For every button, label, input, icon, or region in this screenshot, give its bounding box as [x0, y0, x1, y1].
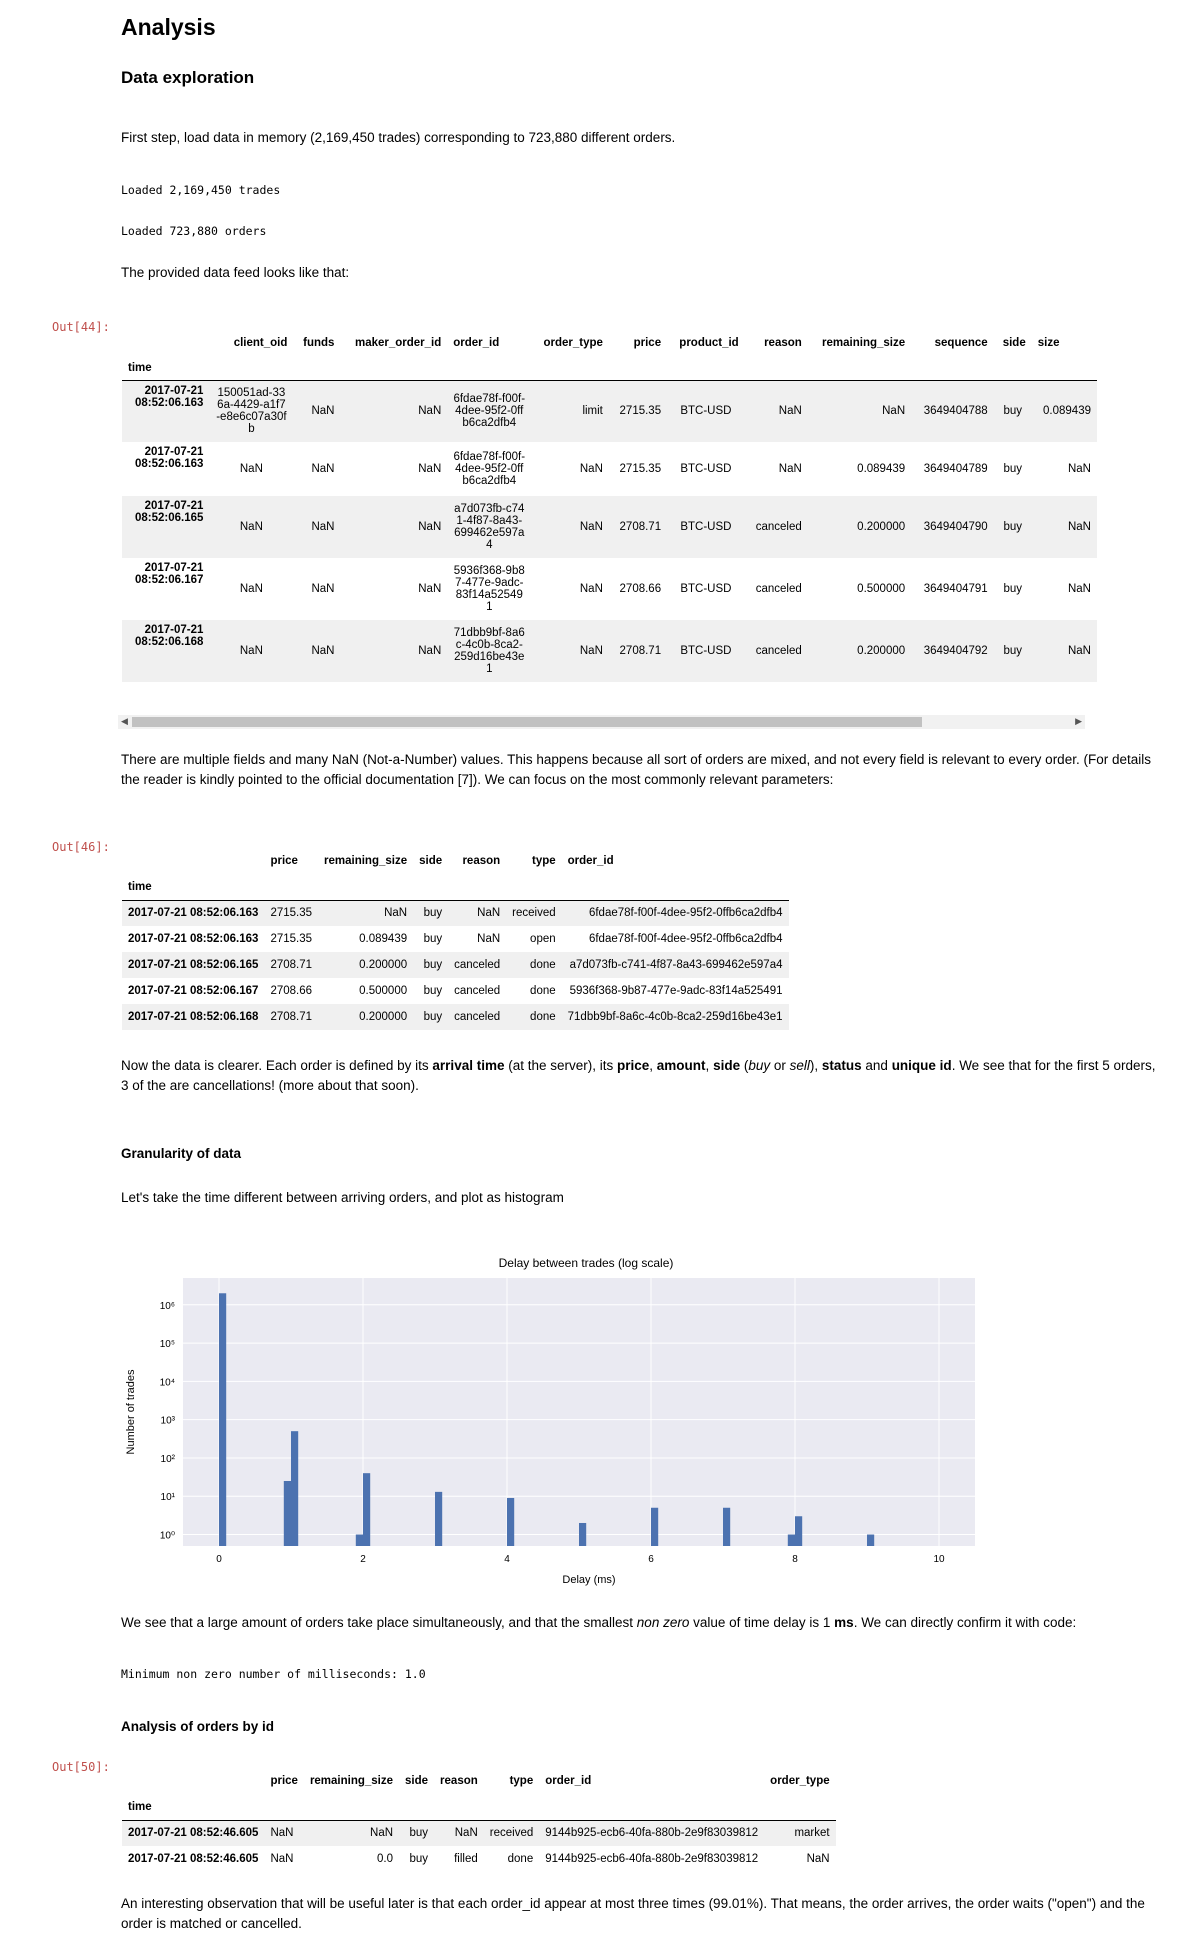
table-cell: NaN	[384, 907, 408, 920]
table-cell: 9144b925-ecb6-40fa-880b-2e9f83039812	[545, 1853, 759, 1865]
text-run: ,	[649, 1058, 657, 1073]
table-cell: BTC-USD	[680, 583, 732, 595]
column-header: funds	[303, 337, 335, 349]
row-index: 2017-07-21 08:52:06.168	[128, 1011, 259, 1023]
table-cell: buy	[423, 907, 443, 920]
table-cell: 0.200000	[857, 645, 906, 657]
order-id-paragraph: An interesting observation that will be useful later is that each order_id appear at most three times (99.01%). That means, the order arrives, the order waits ("open") and the order is matched or cancelled.	[121, 1896, 1145, 1931]
table-row	[122, 1820, 836, 1846]
table-cell: NaN	[239, 521, 263, 533]
text-run: price	[617, 1058, 650, 1073]
table-cell: 3649404792	[923, 645, 988, 657]
orders-by-id-heading: Analysis of orders by id	[121, 1719, 275, 1734]
column-header: size	[1037, 337, 1060, 349]
column-header: remaining_size	[822, 337, 906, 349]
table-cell: 3649404789	[923, 463, 988, 475]
text-run: Now the data is clearer. Each order is defined by its	[121, 1058, 433, 1073]
intro-paragraph: First step, load data in memory (2,169,450 trades) corresponding to 723,880 different orders.	[121, 130, 676, 145]
column-header: remaining_size	[324, 855, 408, 867]
text-run: . We can directly confirm it with code:	[853, 1615, 1077, 1630]
table-cell: done	[530, 1011, 556, 1023]
row-index	[122, 558, 209, 620]
table-cell: NaN	[311, 645, 335, 657]
x-tick-label: 6	[648, 1554, 654, 1565]
table-cell: 71dbb9bf-8a6c-4c0b-8ca2-259d16be43e1	[567, 1011, 783, 1023]
table-cell: 6fdae78f-f00f-4dee-95f2-0ffb6ca2dfb4	[453, 451, 526, 487]
column-header: reason	[462, 855, 501, 867]
horizontal-scrollbar[interactable]	[118, 715, 1085, 729]
column-header: client_oid	[233, 337, 288, 349]
column-header: reason	[764, 337, 802, 349]
y-tick-label: 10²	[160, 1453, 175, 1465]
table-cell: 2708.71	[619, 645, 662, 657]
column-header: order_type	[543, 337, 603, 349]
x-tick-label: 8	[792, 1554, 798, 1565]
histogram-bar	[723, 1508, 730, 1546]
text-run: We see that a large amount of orders take place simultaneously, and that the smallest	[121, 1615, 637, 1630]
table-cell: canceled	[454, 985, 501, 997]
index-date: 2017-07-21	[144, 384, 204, 397]
table-cell: NaN	[418, 463, 442, 475]
text-run: (	[740, 1058, 749, 1073]
table-cell: NaN	[579, 521, 603, 533]
table-cell: buy	[1003, 521, 1022, 533]
table-cell: buy	[1003, 463, 1022, 475]
table-cell: NaN	[418, 521, 442, 533]
table-cell: NaN	[579, 463, 603, 475]
histogram-intro-paragraph: Let's take the time different between arriving orders, and plot as histogram	[121, 1190, 564, 1205]
table-cell: 0.200000	[359, 959, 408, 971]
table-cell: NaN	[579, 645, 603, 657]
text-run: ,	[705, 1058, 714, 1073]
index-time: 08:52:06.163	[134, 396, 204, 409]
table-cell: 0.089439	[857, 463, 906, 475]
row-index: 2017-07-21 08:52:46.605	[128, 1827, 259, 1840]
table-cell: buy	[1003, 645, 1022, 657]
row-index: 2017-07-21 08:52:06.165	[128, 959, 259, 971]
row-index	[122, 496, 209, 558]
data-feed-paragraph: The provided data feed looks like that:	[121, 265, 350, 280]
text-run: amount	[656, 1058, 706, 1073]
table-cell: NaN	[311, 405, 335, 418]
loaded-orders-output: Loaded 723,880 orders	[121, 224, 267, 238]
table-cell: NaN	[239, 463, 263, 475]
table-cell: NaN	[270, 1853, 294, 1865]
table-cell: buy	[423, 1011, 443, 1023]
data-exploration-heading: Data exploration	[121, 68, 255, 87]
table-cell: buy	[409, 1827, 429, 1840]
x-tick-label: 4	[504, 1554, 510, 1565]
fields-paragraph: There are multiple fields and many NaN (Not-a-Number) values. This happens because all sort of orders are mixed, and not every field is relevant to every order. (For details the reader is kindly pointed to the official documentation [7]). We can focus on the most commonly relevant parameters:	[121, 752, 1151, 787]
column-header: type	[509, 1775, 534, 1787]
table-cell: 0.500000	[359, 985, 408, 997]
table-cell: NaN	[311, 463, 335, 475]
index-name: time	[128, 361, 152, 374]
out44-prompt: Out[44]:	[52, 320, 110, 334]
table-cell: NaN	[806, 1853, 830, 1865]
table-cell: 2708.66	[619, 583, 662, 595]
text-run: . We see that for the first 5 orders, 3 of the are cancellations! (more about that soon).	[121, 1058, 1156, 1093]
column-header: price	[270, 855, 298, 867]
table-cell: buy	[409, 1853, 429, 1865]
table-cell: 2708.71	[270, 959, 313, 971]
table-cell: 0.089439	[359, 933, 408, 945]
table-cell: NaN	[239, 583, 263, 595]
histogram-bar	[291, 1431, 298, 1546]
x-tick-label: 2	[360, 1554, 366, 1565]
table-cell: NaN	[311, 583, 335, 595]
table-cell: 0.0	[377, 1853, 394, 1865]
table-cell: NaN	[311, 521, 335, 533]
plot-area	[183, 1278, 975, 1546]
table-cell: NaN	[1067, 463, 1091, 475]
table-cell: 0.200000	[359, 1011, 408, 1023]
table-cell: 2715.35	[270, 907, 313, 920]
table-cell: NaN	[454, 1827, 478, 1840]
column-header: product_id	[679, 337, 739, 349]
scroll-left-icon[interactable]: ◀	[121, 716, 128, 726]
chart-title: Delay between trades (log scale)	[498, 1256, 674, 1270]
table-cell: NaN	[1067, 521, 1091, 533]
column-header: side	[1002, 337, 1026, 349]
column-header: type	[531, 855, 556, 867]
table-cell: 0.200000	[857, 521, 906, 533]
table-cell: BTC-USD	[680, 521, 732, 533]
histogram-bar	[219, 1293, 226, 1546]
histogram-bar	[356, 1535, 363, 1546]
table-cell: a7d073fb-c741-4f87-8a43-699462e597a4	[569, 959, 783, 971]
text-run: non zero	[636, 1615, 690, 1630]
table-row	[122, 442, 1097, 496]
table-cell: BTC-USD	[680, 405, 732, 418]
table-cell: 9144b925-ecb6-40fa-880b-2e9f83039812	[545, 1827, 759, 1840]
table-cell: 5936f368-9b87-477e-9adc-83f14a525491	[453, 565, 525, 613]
row-index: 2017-07-21 08:52:06.167	[128, 985, 259, 997]
column-header: side	[419, 855, 443, 867]
table-row	[122, 952, 789, 978]
table-cell: NaN	[239, 645, 263, 657]
column-header: order_id	[453, 337, 500, 349]
text-run: or	[770, 1058, 790, 1073]
loaded-trades-output: Loaded 2,169,450 trades	[121, 183, 281, 197]
column-header: order_id	[545, 1775, 592, 1787]
index-name: time	[128, 1800, 152, 1813]
table-cell: filled	[454, 1853, 478, 1865]
table-cell: limit	[582, 405, 603, 418]
index-date: 2017-07-21	[144, 562, 204, 574]
table-cell: received	[489, 1827, 534, 1840]
table-cell: canceled	[755, 521, 802, 533]
row-index	[122, 380, 209, 442]
histogram-bar	[284, 1481, 291, 1546]
x-tick-label: 0	[216, 1554, 222, 1565]
histogram-bar	[363, 1473, 370, 1546]
table-cell: 5936f368-9b87-477e-9adc-83f14a525491	[569, 985, 783, 997]
text-run: ms	[834, 1615, 854, 1630]
table-cell: 6fdae78f-f00f-4dee-95f2-0ffb6ca2dfb4	[453, 393, 526, 430]
table-cell: 3649404788	[923, 405, 988, 418]
table-cell: market	[794, 1827, 830, 1840]
row-index: 2017-07-21 08:52:46.605	[128, 1853, 259, 1865]
text-run: buy	[748, 1058, 771, 1073]
table-row	[122, 558, 1097, 620]
table-cell: open	[530, 933, 556, 945]
histogram-bar	[795, 1516, 802, 1546]
index-date: 2017-07-21	[144, 500, 204, 512]
y-tick-label: 10¹	[160, 1492, 175, 1504]
table-cell: buy	[1003, 583, 1022, 595]
row-index: 2017-07-21 08:52:06.163	[128, 933, 259, 945]
column-header: sequence	[934, 337, 988, 349]
table-row	[122, 620, 1097, 682]
table-cell: NaN	[370, 1827, 394, 1840]
table-cell: 0.500000	[857, 583, 906, 595]
histogram-bar	[579, 1523, 586, 1546]
column-header: maker_order_id	[354, 337, 442, 349]
table-cell: BTC-USD	[680, 463, 732, 475]
table-cell: done	[530, 959, 556, 971]
index-date: 2017-07-21	[144, 446, 204, 458]
table-cell: NaN	[778, 405, 802, 418]
text-run: side	[713, 1058, 741, 1073]
min-delay-output: Minimum non zero number of milliseconds: 1.0	[121, 1667, 426, 1681]
column-header: side	[405, 1775, 429, 1787]
y-tick-label: 10⁴	[159, 1377, 175, 1389]
index-time: 08:52:06.168	[134, 636, 204, 648]
scroll-right-icon[interactable]: ▶	[1075, 716, 1082, 726]
histogram-bar	[651, 1508, 658, 1546]
table-cell: NaN	[418, 405, 442, 418]
row-index	[122, 620, 209, 682]
delay-histogram-chart	[118, 1250, 1018, 1590]
table-cell: NaN	[882, 405, 906, 418]
table-cell: done	[507, 1853, 534, 1865]
index-time: 08:52:06.165	[134, 512, 204, 524]
table-cell: received	[512, 907, 556, 920]
table-row	[122, 380, 1097, 442]
clearer-paragraph	[121, 1056, 1161, 1096]
table-cell: 71dbb9bf-8a6c-4c0b-8ca2-259d16be43e1	[453, 627, 525, 675]
column-header: order_type	[770, 1775, 830, 1787]
histogram-bar	[507, 1498, 514, 1546]
table-cell: NaN	[270, 1827, 294, 1840]
table-cell: 2715.35	[270, 933, 313, 945]
table-cell: 2715.35	[619, 405, 662, 418]
x-tick-label: 10	[933, 1554, 945, 1565]
table-cell: canceled	[454, 1011, 501, 1023]
text-run: status	[821, 1058, 862, 1073]
histogram-bar	[867, 1535, 874, 1546]
histogram-bar	[788, 1535, 795, 1546]
table-row	[122, 1004, 789, 1030]
y-tick-label: 10⁵	[159, 1339, 175, 1351]
table-cell: NaN	[477, 933, 501, 945]
table-cell: 6fdae78f-f00f-4dee-95f2-0ffb6ca2dfb4	[588, 933, 783, 945]
analysis-heading: Analysis	[121, 14, 216, 40]
table-cell: 150051ad-336a-4429-a1f7-e8e6c07a30fb	[216, 387, 287, 436]
table-cell: NaN	[1067, 583, 1091, 595]
simultaneous-paragraph	[121, 1613, 1161, 1633]
table-cell: done	[530, 985, 556, 997]
table-cell: a7d073fb-c741-4f87-8a43-699462e597a4	[454, 503, 525, 551]
index-time: 08:52:06.163	[134, 458, 204, 470]
column-header: order_id	[567, 855, 614, 867]
y-tick-label: 10⁰	[159, 1530, 175, 1542]
df3-table	[122, 1768, 836, 1872]
column-header: price	[270, 1775, 298, 1787]
out50-prompt: Out[50]:	[52, 1760, 110, 1774]
table-row	[122, 900, 789, 926]
table-row	[122, 926, 789, 952]
x-axis-label: Delay (ms)	[562, 1574, 616, 1586]
table-cell: canceled	[755, 583, 802, 595]
y-axis-label: Number of trades	[125, 1369, 137, 1455]
text-run: arrival time	[432, 1058, 505, 1073]
table-cell: canceled	[454, 959, 501, 971]
table-cell: 6fdae78f-f00f-4dee-95f2-0ffb6ca2dfb4	[588, 907, 783, 920]
text-run: unique id	[891, 1058, 952, 1073]
y-tick-label: 10⁶	[159, 1300, 175, 1312]
index-name: time	[128, 880, 152, 893]
text-run: ),	[809, 1058, 822, 1073]
table-cell: 2715.35	[619, 463, 662, 475]
column-header: price	[633, 337, 662, 349]
text-run: sell	[789, 1058, 810, 1073]
table-cell: buy	[423, 933, 443, 945]
table-cell: buy	[423, 985, 443, 997]
table-cell: buy	[423, 959, 443, 971]
column-header: remaining_size	[309, 1775, 394, 1787]
table-cell: BTC-USD	[680, 645, 732, 657]
text-run: value of time delay is 1	[689, 1615, 835, 1630]
table-cell: NaN	[477, 907, 501, 920]
table-cell: NaN	[418, 645, 442, 657]
table-row	[122, 496, 1097, 558]
histogram-bar	[435, 1492, 442, 1546]
table-row	[122, 1846, 836, 1872]
table-cell: 2708.71	[270, 1011, 313, 1023]
table-cell: 0.089439	[1043, 405, 1091, 418]
table-cell: NaN	[1067, 645, 1091, 657]
text-run: (at the server), its	[504, 1058, 617, 1073]
index-time: 08:52:06.167	[134, 574, 204, 586]
table-cell: canceled	[755, 645, 802, 657]
table-cell: 3649404791	[923, 583, 988, 595]
index-date: 2017-07-21	[144, 624, 204, 636]
df1-table	[122, 330, 1097, 682]
table-cell: buy	[1003, 405, 1022, 418]
row-index	[122, 442, 209, 496]
table-row	[122, 978, 789, 1004]
df2-table	[122, 848, 789, 1030]
table-cell: 2708.66	[270, 985, 313, 997]
table-cell: 3649404790	[923, 521, 988, 533]
df1-table-wrapper[interactable]	[118, 330, 1103, 715]
scrollbar-thumb[interactable]	[132, 717, 922, 727]
table-cell: 2708.71	[619, 521, 662, 533]
granularity-heading: Granularity of data	[121, 1146, 242, 1161]
y-tick-label: 10³	[160, 1415, 175, 1427]
table-cell: NaN	[778, 463, 802, 475]
text-run: and	[861, 1058, 892, 1073]
table-cell: NaN	[579, 583, 603, 595]
row-index: 2017-07-21 08:52:06.163	[128, 907, 259, 920]
out46-prompt: Out[46]:	[52, 840, 110, 854]
table-cell: NaN	[418, 583, 442, 595]
column-header: reason	[440, 1775, 478, 1787]
